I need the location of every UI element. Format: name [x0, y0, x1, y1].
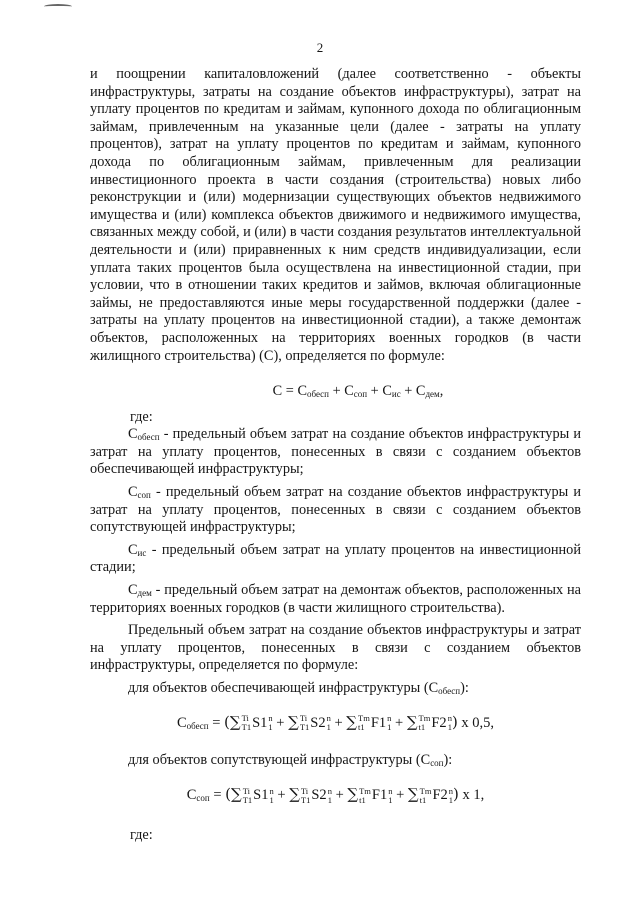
where-label: где:: [130, 408, 153, 425]
formula-obesp: $С_{обесп}$ = (∑ Ti T1 S1 n 1 + ∑ Ti T1 S2 n 1 + ∑ Tm t1 F1 n 1 + ∑ Tm t1 F2 n 1 ) x 0,5,: [176, 712, 495, 733]
sum-icon: ∑: [231, 784, 242, 803]
intro-paragraph: и поощрении капиталовложений (далее соответственно - объекты инфраструктуры, затраты на создание объектов инфраструктуры), затрат на уплату процентов по кредитам и займам, купонного дохода по облигационным займам, привлеченным на указанные цели (далее - затраты на уплату процентов), затрат на уплату процентов по кредитам и займам, купонного дохода по облигационным займам, привлеченным для реализации инвестиционного проекта в части создания (строительства) новых либо реконструкции и (или) модернизации существующих объектов недвижимого имущества и (или) комплекса объектов движимого и недвижимого имущества, связанных между собой, и (или) в части создания результатов интеллектуальной деятельности и (или) приравненных к ним средств индивидуализации, если уплата таких процентов была осуществлена на инвестиционной стадии, при условии, что в отношении таких кредитов и займов, включая облигационные займы, не предоставляются иные меры государственной поддержки (далее - затраты на уплату процентов на инвестиционной стадии), а также демонтаж объектов, расположенных на территориях военных городков (в части жилищного строительства) (С), определяется по формуле:: [90, 66, 581, 364]
definition-c-is: $С_{ис}$ - предельный объем затрат на уплату процентов на инвестиционной стадии;: [90, 541, 581, 576]
sum-icon: ∑: [288, 712, 299, 731]
formula-total: $С = С_{обесп} + С_{соп} + С_{ис} + С_{дем}$,: [272, 383, 444, 400]
paragraph-limit-volume: Предельный объем затрат на создание объектов инфраструктуры и затрат на уплату процентов, понесенных в связи с созданием объектов инфраструктуры, определяется по формуле:: [90, 622, 581, 674]
label-sop-infrastructure: для объектов сопутствующей инфраструктуры $(С_{соп})$:: [128, 752, 453, 769]
document-body: [90, 66, 581, 844]
formula-sop: $С_{соп}$ = (∑ Ti T1 S1 n 1 + ∑ Ti T1 S2 n 1 + ∑ Tm t1 F1 n 1 + ∑ Tm t1 F2 n 1 ) x 1,: [186, 784, 485, 805]
scan-corner-mark: [44, 4, 72, 9]
sum-icon: ∑: [347, 784, 359, 803]
page-number: 2: [316, 40, 324, 55]
sum-icon: ∑: [289, 784, 300, 803]
definition-c-obesp: $С_{обесп}$ - предельный объем затрат на создание объектов инфраструктуры и затрат на уплату процентов, понесенных в связи с созданием объектов обеспечивающей инфраструктуры;: [90, 426, 581, 478]
definition-c-dem: $С_{дем}$ - предельный объем затрат на демонтаж объектов, расположенных на территориях военных городков (в части жилищного строительства).: [90, 582, 581, 616]
sum-icon: ∑: [229, 712, 241, 731]
definition-c-sop: $С_{соп}$ - предельный объем затрат на создание объектов инфраструктуры и затрат на уплату процентов, понесенных в связи с созданием объектов сопутствующей инфраструктуры;: [90, 484, 581, 536]
sum-icon: ∑: [406, 712, 418, 731]
where-label-2: где:: [130, 826, 153, 843]
sum-icon: ∑: [346, 712, 357, 731]
sum-icon: ∑: [407, 784, 419, 803]
label-obesp-infrastructure: для объектов обеспечивающей инфраструктуры $(С_{обесп})$:: [128, 680, 469, 696]
